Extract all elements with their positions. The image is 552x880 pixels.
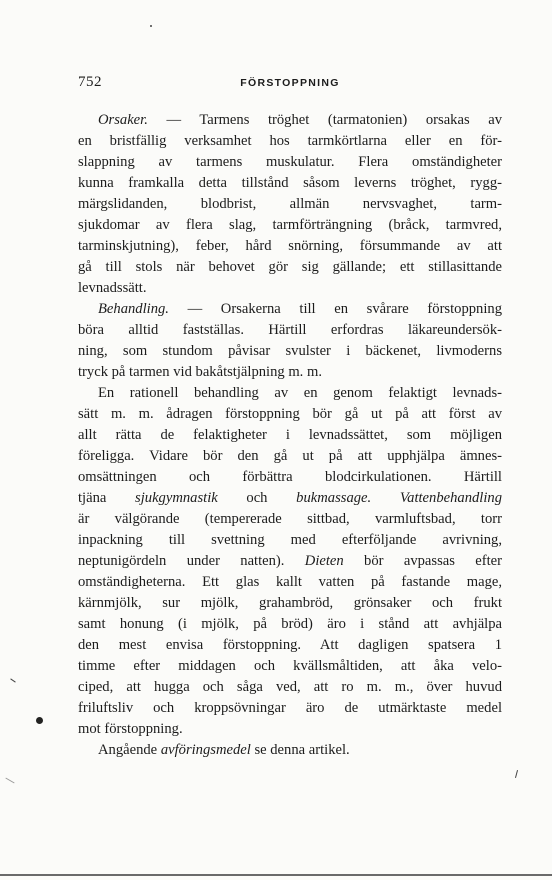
text-line — [78, 698, 502, 719]
text-span: gå till stols när behovet gör sig gällande; ett stillasittande — [78, 259, 502, 275]
text-span: allt rätta de felaktigheter i levnadssättet, som möjligen — [78, 427, 502, 443]
body-text — [78, 110, 502, 761]
text-line — [78, 341, 502, 362]
italic-term: bukmassage. — [296, 490, 372, 506]
text-span: sätt m. m. ådragen förstoppning bör gå ut på att först av — [78, 406, 502, 422]
text-span: samt honung (i mjölk, på bröd) äro i stånd att avhjälpa — [78, 616, 502, 632]
margin-mark — [150, 25, 152, 27]
text-span: sjukdomar av flera slag, tarmförträngning (bråck, tarmvred, — [78, 217, 502, 233]
text-line — [78, 320, 502, 341]
page-header — [78, 74, 502, 94]
text-span: friluftsliv och kroppsövningar äro de utmärktaste medel — [78, 700, 502, 716]
italic-term: Behandling. — [98, 301, 169, 317]
text-span: slappning av tarmens muskulatur. Flera omständigheter — [78, 154, 502, 170]
text-span: är välgörande (tempererade sittbad, varmluftsbad, torr — [78, 511, 502, 527]
text-span: böra alltid fastställas. Härtill erfordras läkareundersök- — [78, 322, 502, 338]
text-line — [78, 446, 502, 467]
text-span: tjäna — [78, 490, 136, 506]
text-span: omständigheterna. Ett glas kallt vatten på fastande mage, — [78, 574, 502, 590]
text-span: ning, som stundom påvisar svulster i bäckenet, livmoderns — [78, 343, 502, 359]
text-span: mot förstoppning. — [78, 721, 183, 737]
text-line — [78, 677, 502, 698]
text-line — [78, 257, 502, 278]
paragraph-angaende — [78, 740, 502, 761]
text-span: se denna artikel. — [250, 742, 350, 758]
margin-mark — [10, 678, 15, 682]
text-line — [78, 614, 502, 635]
paragraph-rationell-behandling — [78, 383, 502, 740]
text-line — [78, 656, 502, 677]
italic-term: Orsaker. — [98, 112, 148, 128]
italic-term: Vattenbehandling — [399, 490, 503, 506]
italic-term: sjukgymnastik — [135, 490, 218, 506]
ink-dot — [36, 717, 43, 724]
text-span: inpackning till svettning med efterföljande avrivning, — [78, 532, 502, 548]
text-span: föreligga. Vidare bör den gå ut på att upphjälpa ämnes- — [78, 448, 502, 464]
text-line — [78, 425, 502, 446]
text-line — [78, 194, 502, 215]
text-span: En rationell behandling av en genom felaktigt levnads- — [98, 385, 502, 401]
text-span: märgslidanden, blodbrist, allmän nervsvaghet, tarm- — [78, 196, 502, 212]
text-span: — Orsakerna till en svårare förstoppning — [168, 301, 502, 317]
text-line — [78, 593, 502, 614]
text-span: kunna framkalla detta tillstånd såsom leverns tröghet, rygg- — [78, 175, 502, 191]
text-span — [371, 490, 400, 506]
scan-edge-line — [0, 874, 552, 876]
italic-term: avföringsmedel — [160, 742, 251, 758]
text-span: tryck på tarmen vid bakåtstjälpning m. m. — [78, 364, 322, 380]
paragraph-orsaker — [78, 110, 502, 299]
text-span: Angående — [98, 742, 161, 758]
text-line — [78, 236, 502, 257]
running-title: FÖRSTOPPNING — [240, 77, 340, 89]
text-line — [78, 131, 502, 152]
page-number: 752 — [78, 74, 102, 90]
text-span: och — [217, 490, 297, 506]
text-span: neptunigördeln under natten). — [78, 553, 305, 569]
text-span: en bristfällig verksamhet hos tarmkörtlarna eller en för- — [78, 133, 502, 149]
text-span: den mest envisa förstoppning. Att dagligen spatsera 1 — [78, 637, 502, 653]
text-line — [78, 383, 502, 404]
text-line — [78, 551, 502, 572]
text-line — [78, 110, 502, 131]
text-span: levnadssätt. — [78, 280, 147, 296]
text-line — [78, 509, 502, 530]
text-span: bör avpassas efter — [343, 553, 502, 569]
margin-mark — [515, 770, 518, 778]
margin-mark — [5, 778, 14, 784]
text-line — [78, 719, 502, 740]
text-span: timme efter middagen och kvällsmåltiden, att åka velo- — [78, 658, 502, 674]
text-line — [78, 488, 502, 509]
text-line — [78, 740, 502, 761]
text-span: kärnmjölk, sur mjölk, grahambröd, grönsaker och frukt — [78, 595, 502, 611]
text-span: tarminskjutning), feber, hård snörning, försummande av att — [78, 238, 502, 254]
text-span: ciped, att hugga och såga ved, att ro m. m., över huvud — [78, 679, 502, 695]
text-line — [78, 152, 502, 173]
text-line — [78, 215, 502, 236]
text-line — [78, 572, 502, 593]
text-line — [78, 404, 502, 425]
text-line — [78, 362, 502, 383]
text-span: omsättningen och förbättra blodcirkulationen. Härtill — [78, 469, 502, 485]
text-line — [78, 530, 502, 551]
text-span: — Tarmens tröghet (tarmatonien) orsakas av — [147, 112, 502, 128]
paragraph-behandling — [78, 299, 502, 383]
text-line — [78, 635, 502, 656]
text-line — [78, 173, 502, 194]
text-line — [78, 467, 502, 488]
text-line — [78, 299, 502, 320]
text-line — [78, 278, 502, 299]
italic-term: Dieten — [304, 553, 344, 569]
